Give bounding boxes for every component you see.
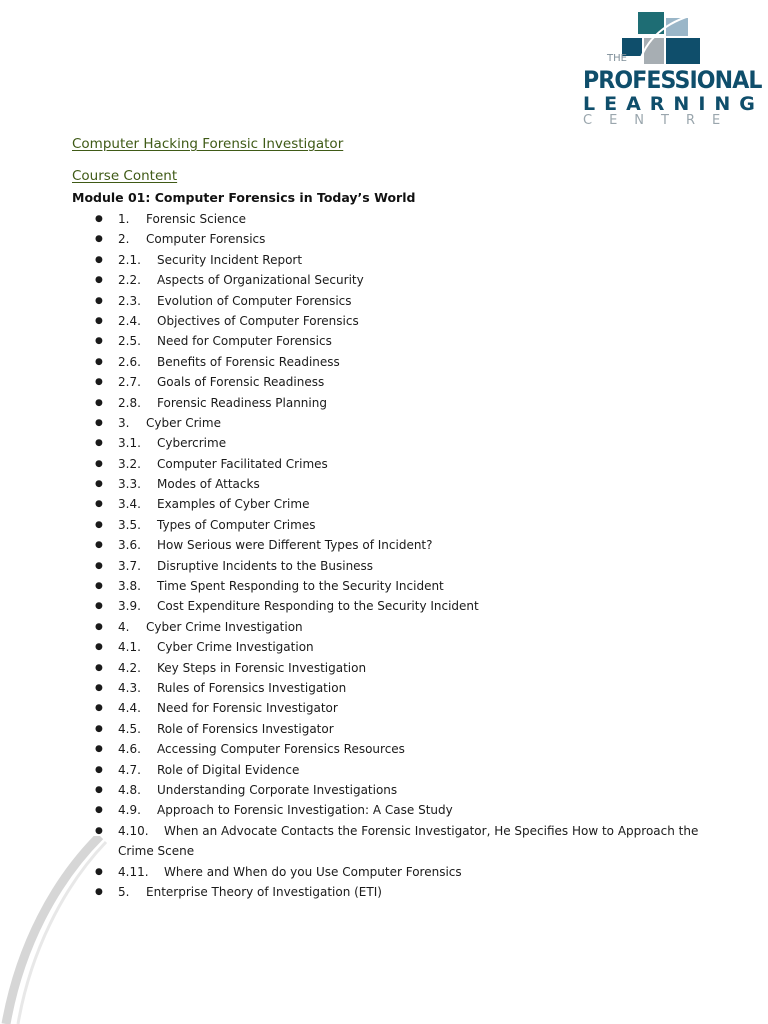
item-text: Computer Facilitated Crimes <box>157 456 328 471</box>
item-text: Need for Forensic Investigator <box>157 701 338 716</box>
logo-text-learning: LEARNING <box>583 93 764 115</box>
item-number: 3.4. <box>118 497 141 512</box>
item-number: 2.8. <box>118 395 141 410</box>
item-number: 4.5. <box>118 721 141 736</box>
bullet-icon: ● <box>95 254 103 265</box>
list-item <box>0 698 768 718</box>
item-number: 2.6. <box>118 354 141 369</box>
bullet-icon: ● <box>95 784 103 795</box>
item-text: Role of Forensics Investigator <box>157 721 334 736</box>
list-item <box>0 739 768 759</box>
item-text: Cyber Crime Investigation <box>157 640 314 655</box>
list-item <box>0 331 768 351</box>
item-number: 3.2. <box>118 456 141 471</box>
item-text: Disruptive Incidents to the Business <box>157 558 374 573</box>
company-logo <box>578 8 764 130</box>
item-text: Evolution of Computer Forensics <box>157 293 352 308</box>
item-text: Security Incident Report <box>157 252 303 267</box>
logo-mark-icon <box>616 8 704 68</box>
list-item <box>0 678 768 698</box>
bullet-icon: ● <box>95 458 103 469</box>
bullet-icon: ● <box>95 682 103 693</box>
item-text: Benefits of Forensic Readiness <box>157 354 340 369</box>
item-text: Goals of Forensic Readiness <box>157 375 325 390</box>
bullet-icon: ● <box>95 519 103 530</box>
item-number: 3.7. <box>118 558 141 573</box>
item-text: Cyber Crime <box>146 415 221 430</box>
bullet-icon: ● <box>95 336 103 347</box>
list-item <box>0 596 768 616</box>
bullet-icon: ● <box>95 295 103 306</box>
item-number: 4. <box>118 619 130 634</box>
item-text: Enterprise Theory of Investigation (ETI) <box>146 884 382 899</box>
logo-text-centre: CENTRE <box>583 113 738 128</box>
section-title: Course Content <box>72 168 178 184</box>
item-text: Need for Computer Forensics <box>157 334 332 349</box>
item-number: 4.2. <box>118 660 141 675</box>
list-item <box>0 800 768 820</box>
bullet-icon: ● <box>95 703 103 714</box>
item-number: 4.1. <box>118 640 141 655</box>
item-number: 4.4. <box>118 701 141 716</box>
bullet-icon: ● <box>95 479 103 490</box>
bullet-icon: ● <box>95 825 103 836</box>
item-text: Understanding Corporate Investigations <box>157 782 398 797</box>
list-item <box>0 494 768 514</box>
bullet-icon: ● <box>95 540 103 551</box>
list-item <box>0 515 768 535</box>
list-item <box>0 760 768 780</box>
bullet-icon: ● <box>95 866 103 877</box>
item-number: 4.6. <box>118 742 141 757</box>
item-text: Objectives of Computer Forensics <box>157 313 359 328</box>
list-item <box>0 270 768 290</box>
item-text: How Serious were Different Types of Incident? <box>157 538 433 553</box>
bullet-icon: ● <box>95 234 103 245</box>
bullet-icon: ● <box>95 662 103 673</box>
document-title: Computer Hacking Forensic Investigator <box>72 136 344 152</box>
list-item <box>0 393 768 413</box>
item-text: Forensic Science <box>146 212 246 226</box>
bullet-icon: ● <box>95 621 103 632</box>
item-number: 2. <box>118 232 130 247</box>
item-number: 4.7. <box>118 762 141 777</box>
item-text: Rules of Forensics Investigation <box>157 680 347 695</box>
list-item <box>0 291 768 311</box>
item-number: 4.3. <box>118 680 141 695</box>
item-text: When an Advocate Contacts the Forensic Investigator, He Specifies How to Approach the <box>164 823 699 838</box>
module-title: Module 01: Computer Forensics in Today’s World <box>72 190 416 205</box>
item-number: 3.9. <box>118 599 141 614</box>
bullet-icon: ● <box>95 417 103 428</box>
item-text: Aspects of Organizational Security <box>157 273 364 288</box>
bullet-icon: ● <box>95 438 103 449</box>
list-item <box>0 413 768 433</box>
list-item <box>0 556 768 576</box>
list-item <box>0 637 768 657</box>
bullet-icon: ● <box>95 315 103 326</box>
item-number: 3.8. <box>118 579 141 594</box>
item-number: 4.8. <box>118 782 141 797</box>
bullet-icon: ● <box>95 499 103 510</box>
item-text: Where and When do you Use Computer Forensics <box>164 864 462 879</box>
bullet-icon: ● <box>95 601 103 612</box>
item-number: 2.7. <box>118 375 141 390</box>
item-number: 4.10. <box>118 823 149 838</box>
item-text: Forensic Readiness Planning <box>157 395 327 410</box>
item-number: 2.5. <box>118 334 141 349</box>
item-text: Types of Computer Crimes <box>157 517 316 532</box>
list-item <box>0 433 768 453</box>
list-item <box>0 535 768 555</box>
list-item <box>0 372 768 392</box>
item-number: 2.2. <box>118 273 141 288</box>
bullet-icon: ● <box>95 581 103 592</box>
bullet-icon: ● <box>95 397 103 408</box>
bullet-icon: ● <box>95 356 103 367</box>
list-item <box>0 821 768 862</box>
item-text: Examples of Cyber Crime <box>157 497 310 512</box>
item-number: 3.5. <box>118 517 141 532</box>
item-text: Role of Digital Evidence <box>157 762 300 777</box>
item-text: Approach to Forensic Investigation: A Case Study <box>157 803 453 818</box>
list-item <box>0 209 768 229</box>
list-item <box>0 250 768 270</box>
list-item <box>0 474 768 494</box>
bullet-icon: ● <box>95 805 103 816</box>
item-number: 5. <box>118 884 130 899</box>
item-text-continued: Crime Scene <box>118 844 195 859</box>
list-item <box>0 780 768 800</box>
item-number: 2.3. <box>118 293 141 308</box>
item-number: 3. <box>118 415 130 430</box>
logo-text-the: THE <box>607 53 627 64</box>
bullet-icon: ● <box>95 886 103 897</box>
bullet-icon: ● <box>95 377 103 388</box>
item-text: Cost Expenditure Responding to the Security Incident <box>157 599 479 614</box>
list-item <box>0 576 768 596</box>
list-item <box>0 352 768 372</box>
bullet-icon: ● <box>95 275 103 286</box>
item-text: Modes of Attacks <box>157 477 260 492</box>
item-number: 4.11. <box>118 864 149 879</box>
list-item <box>0 617 768 637</box>
item-text: Computer Forensics <box>146 232 266 247</box>
item-text: Cybercrime <box>157 436 227 451</box>
item-number: 4.9. <box>118 803 141 818</box>
list-item <box>0 882 768 902</box>
list-item <box>0 229 768 249</box>
bullet-icon: ● <box>95 214 103 224</box>
item-number: 3.6. <box>118 538 141 553</box>
item-text: Accessing Computer Forensics Resources <box>157 742 405 757</box>
list-item <box>0 454 768 474</box>
item-number: 3.1. <box>118 436 141 451</box>
item-text: Time Spent Responding to the Security Incident <box>157 579 444 594</box>
bullet-icon: ● <box>95 560 103 571</box>
item-number: 2.4. <box>118 313 141 328</box>
bullet-icon: ● <box>95 744 103 755</box>
bullet-icon: ● <box>95 642 103 653</box>
item-text: Cyber Crime Investigation <box>146 619 303 634</box>
bullet-icon: ● <box>95 723 103 734</box>
logo-text-professional: PROFESSIONAL <box>583 66 762 94</box>
list-item <box>0 311 768 331</box>
item-number: 1. <box>118 212 130 226</box>
item-number: 3.3. <box>118 477 141 492</box>
bullet-icon: ● <box>95 764 103 775</box>
list-item <box>0 658 768 678</box>
item-text: Key Steps in Forensic Investigation <box>157 660 367 675</box>
list-item <box>0 719 768 739</box>
list-item <box>0 862 768 882</box>
course-content-list <box>0 209 768 902</box>
item-number: 2.1. <box>118 252 141 267</box>
